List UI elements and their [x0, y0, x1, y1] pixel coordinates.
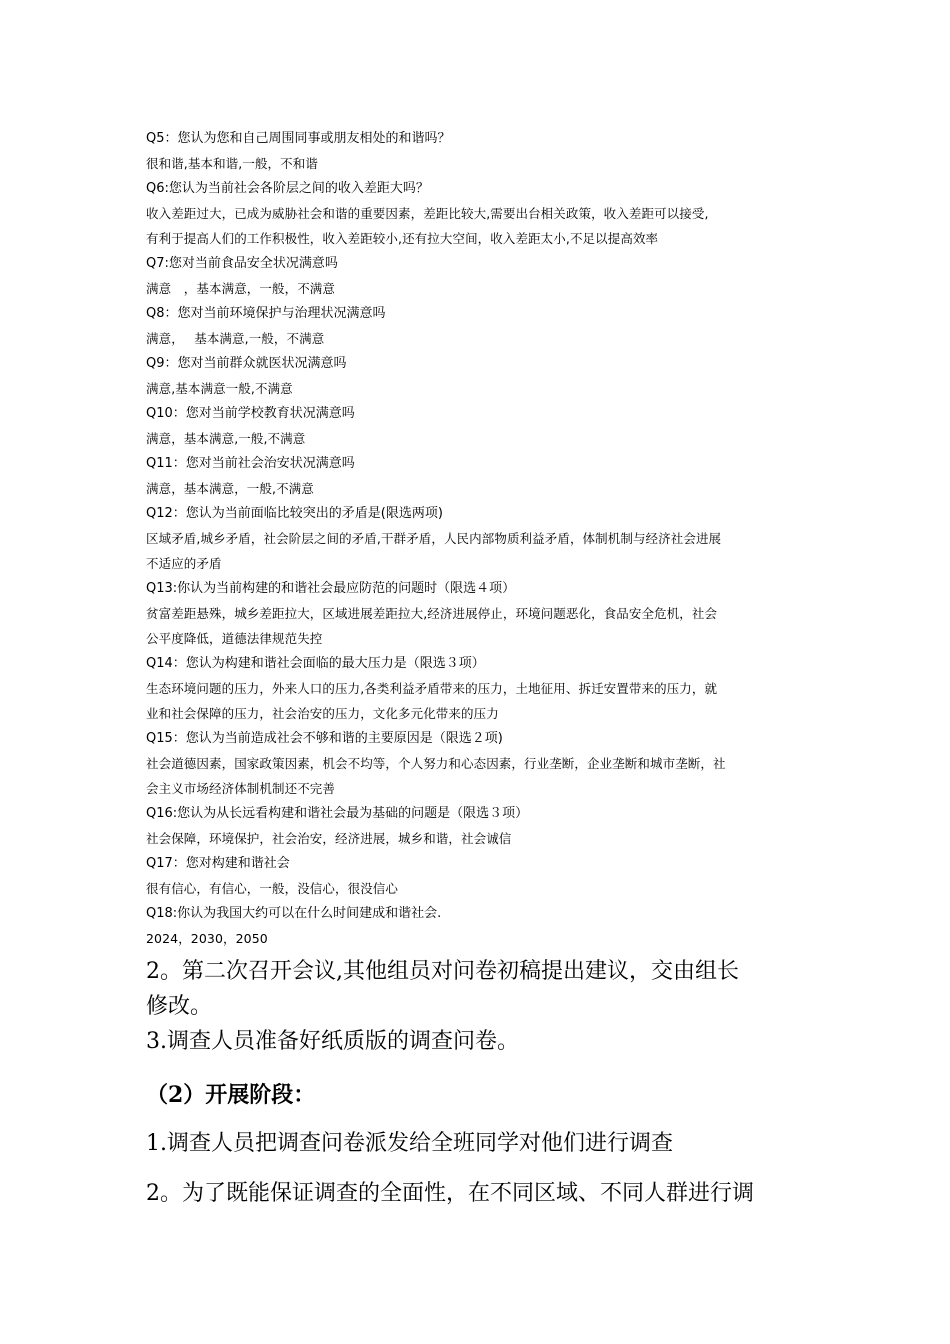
- question-line: Q11：您对当前社会治安状况满意吗: [146, 456, 355, 471]
- question-line: Q10：您对当前学校教育状况满意吗: [146, 406, 355, 421]
- question-line: Q13:你认为当前构建的和谐社会最应防范的问题时（限选４项）: [146, 581, 516, 596]
- step-2-line-1: 2。第二次召开会议,其他组员对问卷初稿提出建议，交由组长: [146, 959, 739, 984]
- question-line: Q9：您对当前群众就医状况满意吗: [146, 356, 347, 371]
- phase-step-2-block: [146, 1176, 826, 1211]
- step-2-line-2: 修改。: [146, 994, 213, 1019]
- answer-line: 满意 ，基本满意，一般，不满意: [146, 281, 336, 296]
- answer-line: 社会道德因素，国家政策因素，机会不均等，个人努力和心态因素，行业垄断，企业垄断和城市垄断，社: [146, 756, 726, 771]
- answer-line: 很和谐,基本和谐,一般，不和谐: [146, 156, 318, 171]
- phase-step-1-block: [146, 1126, 826, 1161]
- question-line: Q12：您认为当前面临比较突出的矛盾是(限选两项): [146, 506, 443, 521]
- survey-questions-block: [146, 126, 808, 951]
- answer-line: 公平度降低，道德法律规范失控: [146, 631, 323, 646]
- step-3: 3.调查人员准备好纸质版的调查问卷。: [146, 1029, 519, 1054]
- answer-line: 业和社会保障的压力，社会治安的压力，文化多元化带来的压力: [146, 706, 499, 721]
- answer-line: 满意，基本满意，一般,不满意: [146, 481, 314, 496]
- question-line: Q7:您对当前食品安全状况满意吗: [146, 256, 338, 271]
- answer-line: 很有信心，有信心，一般，没信心，很没信心: [146, 881, 399, 896]
- question-line: Q16:您认为从长远看构建和谐社会最为基础的问题是（限选３项）: [146, 806, 529, 821]
- question-line: Q8：您对当前环境保护与治理状况满意吗: [146, 306, 386, 321]
- answer-line: 生态环境问题的压力，外来人口的压力,各类利益矛盾带来的压力，土地征用、拆迁安置带来的压力，就: [146, 681, 718, 696]
- phase-step-2: 2。为了既能保证调查的全面性，在不同区域、不同人群进行调: [146, 1181, 754, 1206]
- answer-line: 区域矛盾,城乡矛盾，社会阶层之间的矛盾,干群矛盾，人民内部物质利益矛盾，体制机制与经济社会进展: [146, 531, 722, 546]
- answer-line: 收入差距过大，已成为威胁社会和谐的重要因素，差距比较大,需要出台相关政策，收入差距可以接受,: [146, 206, 709, 221]
- phase-heading-block: [146, 1078, 826, 1113]
- answer-line: 满意， 基本满意,一般，不满意: [146, 331, 325, 346]
- answer-line: 不适应的矛盾: [146, 556, 222, 571]
- steps-block-a: [146, 954, 826, 1059]
- answer-line: 2024，2030，2050: [146, 931, 268, 946]
- question-line: Q6:您认为当前社会各阶层之间的收入差距大吗？: [146, 181, 429, 196]
- question-line: Q5：您认为您和自己周围同事或朋友相处的和谐吗？: [146, 131, 451, 146]
- question-line: Q15：您认为当前造成社会不够和谐的主要原因是（限选２项): [146, 731, 503, 746]
- answer-line: 贫富差距悬殊，城乡差距拉大，区域进展差距拉大,经济进展停止，环境问题恶化，食品安全危机，社会: [146, 606, 718, 621]
- answer-line: 有利于提高人们的工作积极性，收入差距较小,还有拉大空间，收入差距太小,不足以提高效率: [146, 231, 659, 246]
- phase-step-1: 1.调查人员把调查问卷派发给全班同学对他们进行调查: [146, 1131, 673, 1156]
- answer-line: 满意，基本满意,一般,不满意: [146, 431, 306, 446]
- answer-line: 会主义市场经济体制机制还不完善: [146, 781, 336, 796]
- question-line: Q18:你认为我国大约可以在什么时间建成和谐社会.: [146, 906, 442, 921]
- phase-heading: （2）开展阶段：: [146, 1082, 316, 1108]
- question-line: Q17：您对构建和谐社会: [146, 856, 290, 871]
- answer-line: 社会保障，环境保护，社会治安，经济进展，城乡和谐，社会诚信: [146, 831, 512, 846]
- answer-line: 满意,基本满意一般,不满意: [146, 381, 293, 396]
- question-line: Q14：您认为构建和谐社会面临的最大压力是（限选３项）: [146, 656, 485, 671]
